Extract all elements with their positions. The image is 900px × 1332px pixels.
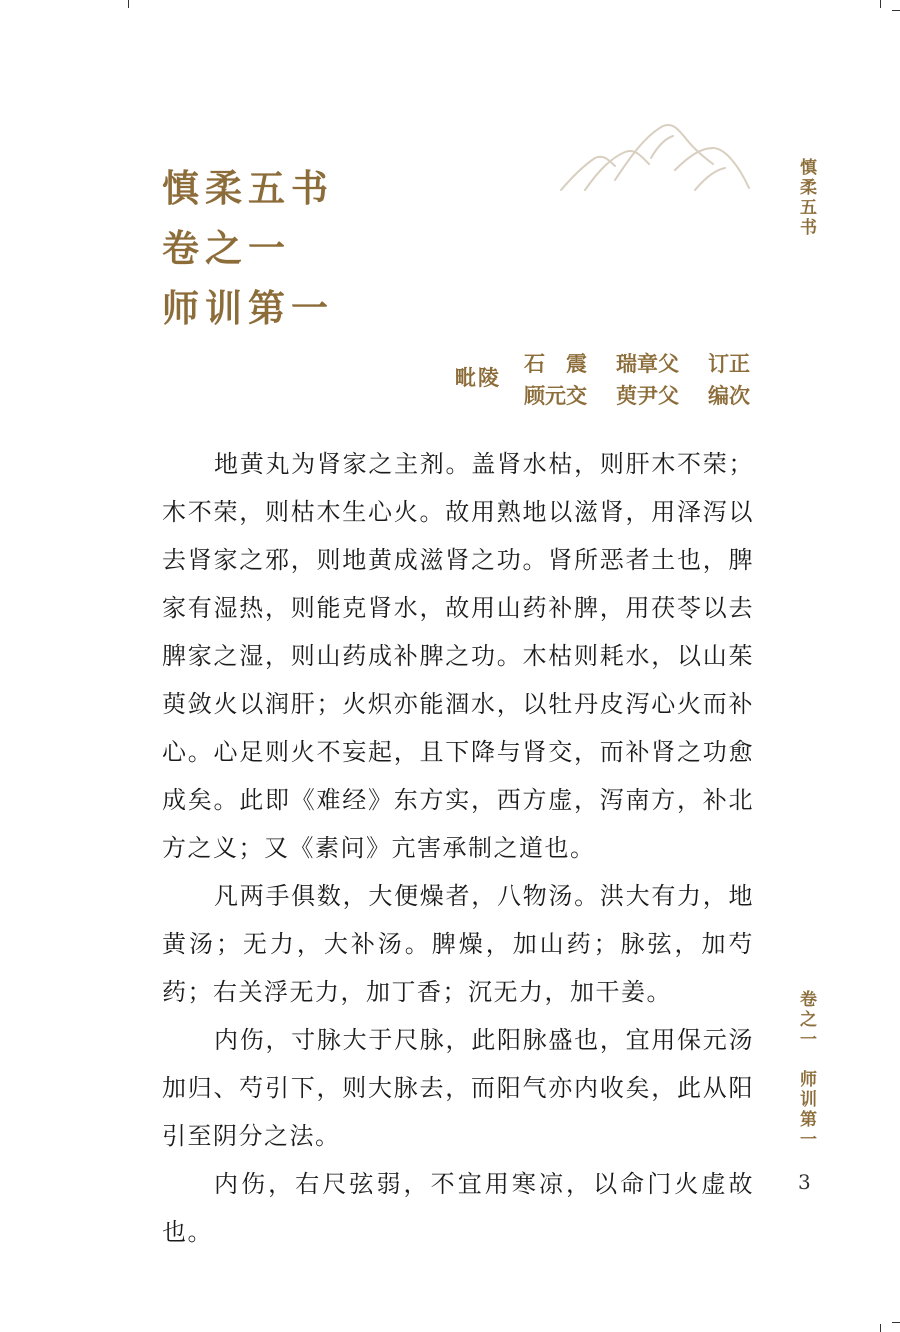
paragraph: 凡两手俱数，大便燥者，八物汤。洪大有力，地黄汤；无力，大补汤。脾燥，加山药；脉弦，加芍药；右关浮无力，加丁香；沉无力，加干姜。 [162, 882, 754, 1006]
credit-editor-name: 石 震 [524, 351, 587, 376]
crop-mark-top-right [880, 0, 881, 8]
title-section: 师训第一 [162, 286, 334, 330]
chapter-title [162, 158, 334, 338]
paragraph: 内伤，右尺弦弱，不宜用寒凉，以命门火虚故也。 [162, 1170, 754, 1246]
crop-mark-right-top [892, 10, 900, 11]
credit-place: 毗陵 [455, 365, 501, 390]
credit-editor-style-name: 瑞章父 [616, 351, 679, 376]
crop-mark-bottom-right [880, 1324, 881, 1332]
credit-row-compiler [524, 380, 750, 410]
credit-compiler-style-name: 萸尹父 [616, 383, 679, 408]
running-header-book-title: 慎柔五书 [796, 158, 816, 238]
credit-editor-role: 订正 [708, 351, 750, 376]
mountain-icon [555, 118, 755, 196]
credit-compiler-role: 编次 [708, 383, 750, 408]
page-number: 3 [798, 1170, 811, 1194]
body-text [162, 440, 754, 1256]
paragraph: 内伤，寸脉大于尺脉，此阳脉盛也，宜用保元汤加归、芍引下，则大脉去，而阳气亦内收矣，此从阳引至阴分之法。 [162, 1026, 754, 1150]
crop-mark-right-bottom [892, 1322, 900, 1323]
credit-row-editor [524, 348, 750, 378]
paragraph: 地黄丸为肾家之主剂。盖肾水枯，则肝木不荣；木不荣，则枯木生心火。故用熟地以滋肾，用泽泻以去肾家之邪，则地黄成滋肾之功。肾所恶者土也，脾家有湿热，则能克肾水，故用山药补脾，用茯苓以去脾家之湿，则山药成补脾之功。木枯则耗水，以山茱萸敛火以润肝；火炽亦能涸水，以牡丹皮泻心火而补心。心足则火不妄起，且下降与肾交，而补肾之功愈成矣。此即《难经》东方实，西方虚，泻南方，补北方之义；又《素问》亢害承制之道也。 [162, 450, 754, 862]
title-book-name: 慎柔五书 [162, 166, 334, 210]
title-volume: 卷之一 [162, 226, 291, 270]
running-header-chapter: 卷之一 师训第一 [796, 990, 816, 1150]
crop-mark-top-left [128, 0, 129, 8]
credit-compiler-name: 顾元交 [524, 383, 587, 408]
